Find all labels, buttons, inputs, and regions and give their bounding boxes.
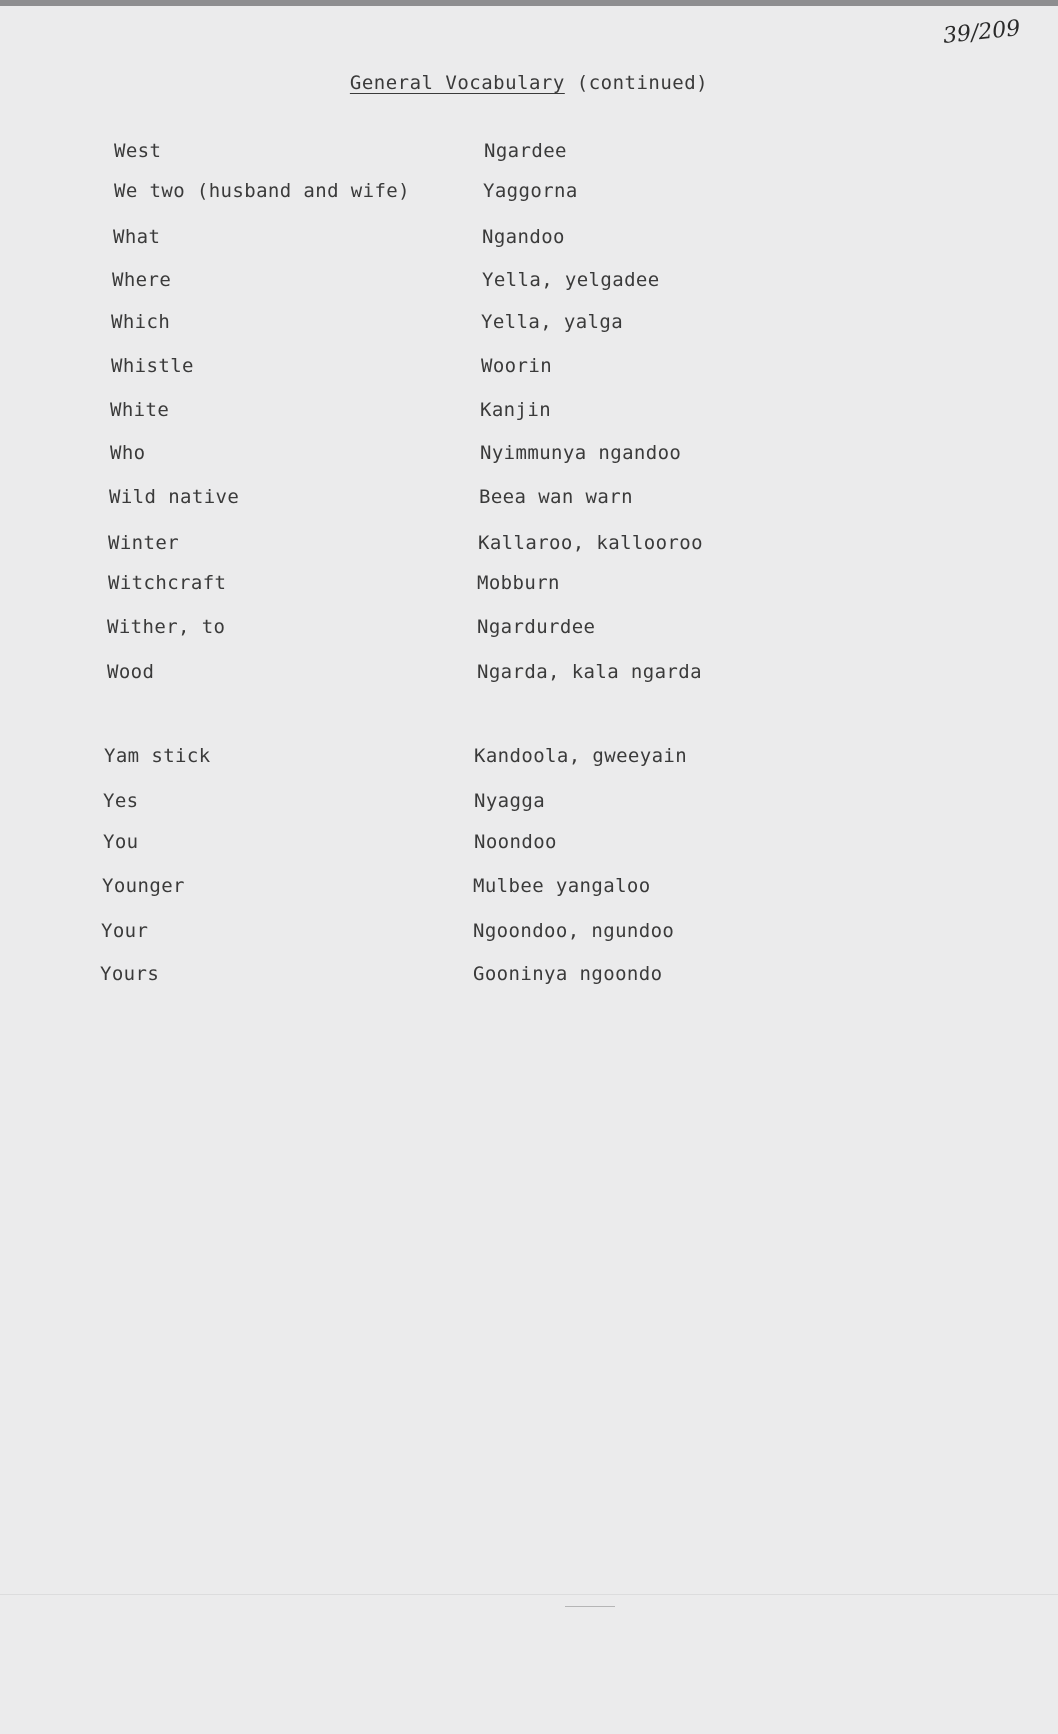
- english-term: Wither, to: [107, 616, 226, 638]
- english-term: White: [110, 399, 170, 421]
- vocabulary-row: [0, 351, 1058, 381]
- vocabulary-row: [0, 612, 1058, 642]
- native-word: Ngoondoo, ngundoo: [473, 920, 675, 942]
- vocabulary-row: [0, 176, 1058, 206]
- native-word: Mobburn: [477, 572, 560, 594]
- native-word: Mulbee yangaloo: [473, 875, 651, 897]
- native-word: Beea wan warn: [479, 486, 633, 508]
- page-number: 39/209: [941, 16, 1022, 49]
- vocabulary-row: [0, 959, 1058, 989]
- vocabulary-row: [0, 827, 1058, 857]
- english-term: Which: [111, 311, 171, 333]
- english-term: You: [103, 831, 139, 853]
- english-term: Witchcraft: [108, 572, 227, 594]
- english-term: What: [113, 226, 161, 248]
- native-word: Ngarda, kala ngarda: [477, 661, 702, 683]
- native-word: Kanjin: [480, 399, 552, 421]
- vocabulary-row: [0, 222, 1058, 252]
- english-term: Winter: [108, 532, 180, 554]
- vocabulary-row: [0, 482, 1058, 512]
- vocabulary-row: [0, 741, 1058, 771]
- english-term: Your: [101, 920, 149, 942]
- english-term: Who: [110, 442, 146, 464]
- native-word: Woorin: [481, 355, 553, 377]
- native-word: Noondoo: [474, 831, 557, 853]
- vocabulary-row: [0, 916, 1058, 946]
- vocabulary-row: [0, 786, 1058, 816]
- english-term: West: [114, 140, 162, 162]
- native-word: Ngandoo: [482, 226, 565, 248]
- english-term: Wild native: [109, 486, 240, 508]
- vocabulary-row: [0, 568, 1058, 598]
- vocabulary-row: [0, 871, 1058, 901]
- native-word: Yella, yelgadee: [482, 269, 660, 291]
- vocabulary-row: [0, 657, 1058, 687]
- vocabulary-row: [0, 528, 1058, 558]
- native-word: Ngardurdee: [477, 616, 596, 638]
- english-term: Yes: [103, 790, 139, 812]
- native-word: Ngardee: [484, 140, 567, 162]
- english-term: Yours: [100, 963, 160, 985]
- english-term: Whistle: [111, 355, 194, 377]
- vocabulary-row: [0, 136, 1058, 166]
- native-word: Kandoola, gweeyain: [474, 745, 688, 767]
- native-word: Yella, yalga: [481, 311, 624, 333]
- english-term: Where: [112, 269, 172, 291]
- english-term: Yam stick: [104, 745, 211, 767]
- native-word: Kallaroo, kallooroo: [478, 532, 703, 554]
- native-word: Nyagga: [474, 790, 546, 812]
- vocabulary-row: [0, 395, 1058, 425]
- english-term: Younger: [102, 875, 185, 897]
- vocabulary-row: [0, 438, 1058, 468]
- english-term: Wood: [107, 661, 155, 683]
- native-word: Nyimmunya ngandoo: [480, 442, 682, 464]
- vocabulary-row: [0, 265, 1058, 295]
- native-word: Yaggorna: [483, 180, 578, 202]
- scan-fold-line: [0, 1594, 1058, 1595]
- native-word: Gooninya ngoondo: [473, 963, 663, 985]
- english-term: We two (husband and wife): [114, 180, 410, 202]
- title-suffix: (continued): [576, 72, 709, 94]
- vocabulary-row: [0, 307, 1058, 337]
- scan-mark: [565, 1606, 615, 1607]
- title-main: General Vocabulary: [349, 72, 565, 94]
